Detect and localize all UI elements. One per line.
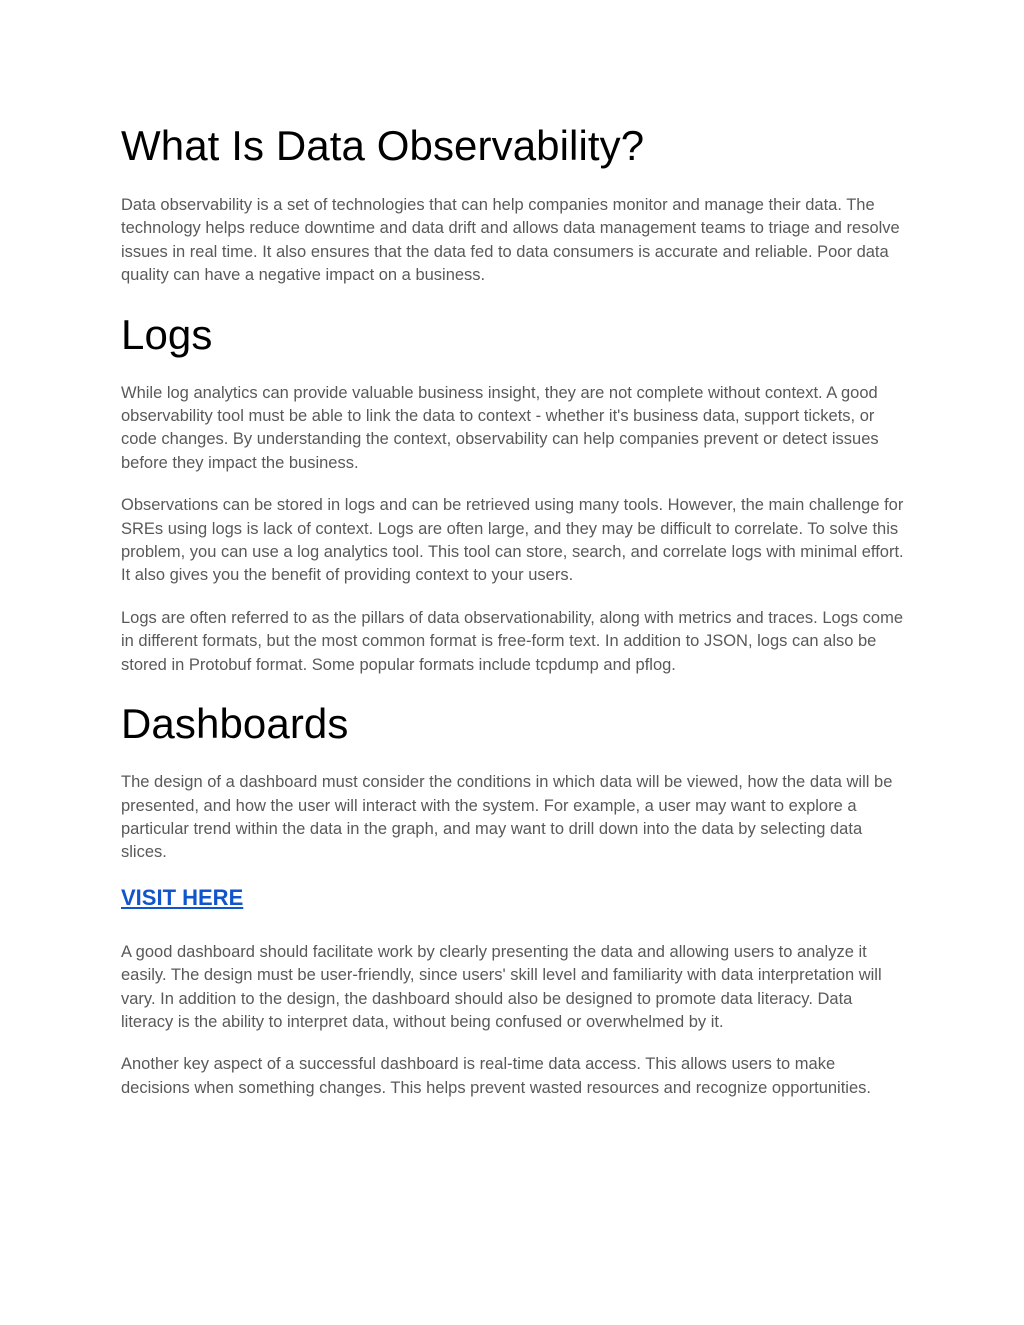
dashboards-heading: Dashboards <box>121 700 349 748</box>
dashboards-paragraph-2: A good dashboard should facilitate work by clearly presenting the data and allowing users to analyze it easily. The design must be user-friendly, since users' skill level and familiarity with data interpretation will vary. In addition to the design, the dashboard should also be designed to promote data literacy. Data literacy is the ability to interpret data, without being confused or overwhelmed by it. <box>121 942 882 1031</box>
logs-heading: Logs <box>121 310 213 358</box>
visit-here-link[interactable]: VISIT HERE <box>121 884 244 910</box>
page-title: What Is Data Observability? <box>121 122 645 169</box>
document-page <box>121 118 906 1100</box>
dashboards-paragraph-1: The design of a dashboard must consider the conditions in which data will be viewed, how the data will be presented, and how the user will interact with the system. For example, a user may want to explore a particular trend within the data in the graph, and may want to drill down into the data by selecting data slices. <box>121 773 893 862</box>
logs-paragraph-3: Logs are often referred to as the pillars of data observationability, along with metrics and traces. Logs come in different formats, but the most common format is free-form text. In addition to JSON, logs can also be stored in Protobuf format. Some popular formats include tcpdump and pflog. <box>121 608 904 674</box>
dashboards-paragraph-3: Another key aspect of a successful dashboard is real-time data access. This allows users to make decisions when something changes. This helps prevent wasted resources and recognize opportunities. <box>121 1055 871 1097</box>
visit-link-container <box>121 883 906 916</box>
logs-paragraph-1: While log analytics can provide valuable business insight, they are not complete without context. A good observability tool must be able to link the data to context - whether it's business data, support tickets, or code changes. By understanding the context, observability can help companies prevent or detect issues before they impact the business. <box>121 383 879 472</box>
intro-paragraph: Data observability is a set of technologies that can help companies monitor and manage their data. The technology helps reduce downtime and data drift and allows data management teams to triage and resolve issues in real time. It also ensures that the data fed to data consumers is accurate and reliable. Poor data quality can have a negative impact on a business. <box>121 196 900 285</box>
logs-paragraph-2: Observations can be stored in logs and can be retrieved using many tools. However, the main challenge for SREs using logs is lack of context. Logs are often large, and they may be difficult to correlate. To solve this problem, you can use a log analytics tool. This tool can store, search, and correlate logs with minimal effort. It also gives you the benefit of providing context to your users. <box>121 496 904 585</box>
